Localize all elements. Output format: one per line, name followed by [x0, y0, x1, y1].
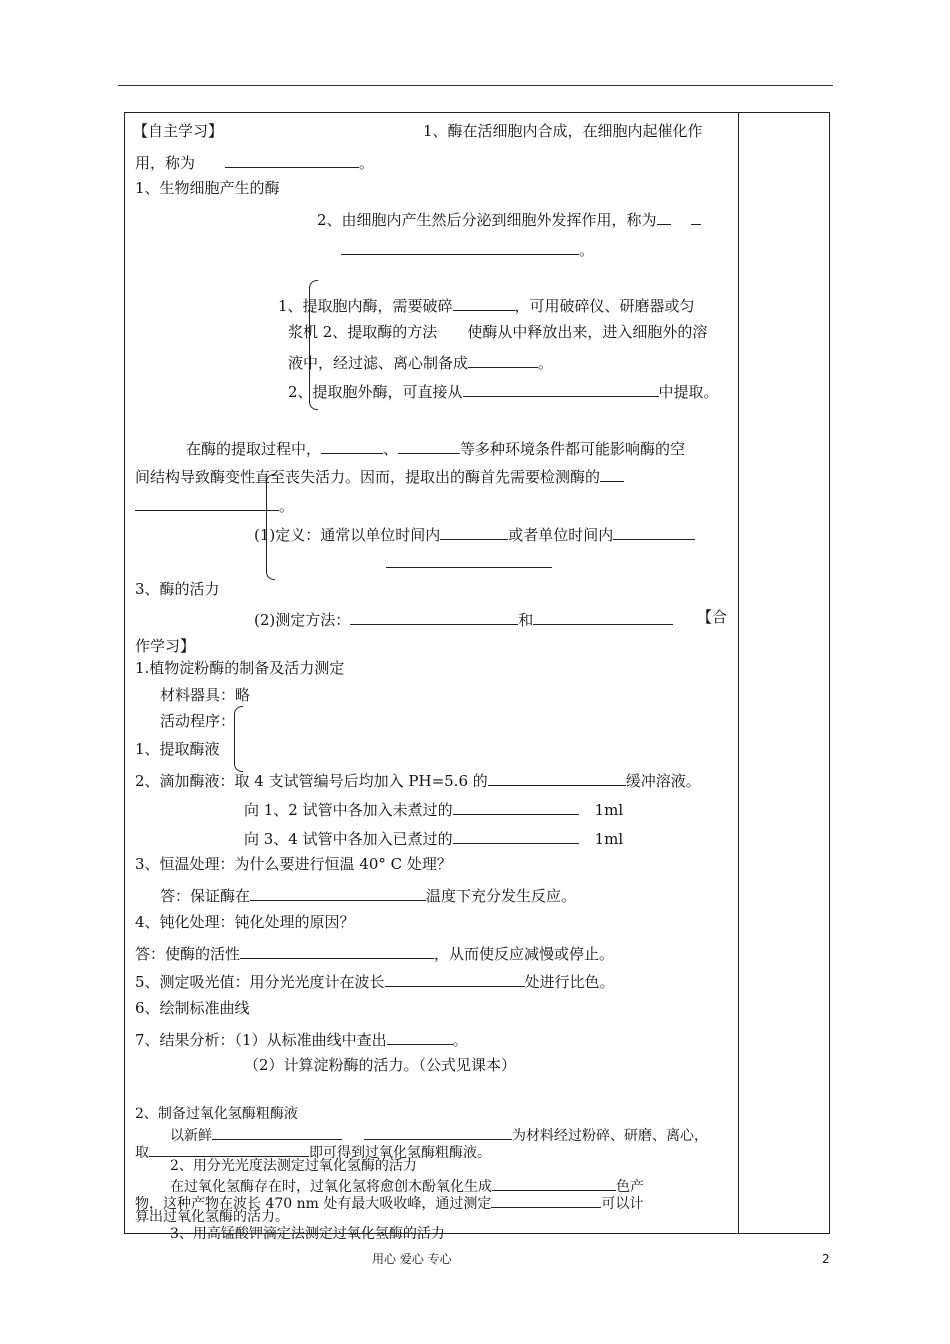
text-line: 浆机 2、提取酶的方法 使酶从中释放出来，进入细胞外的溶 [288, 323, 708, 341]
cooperative-study-heading: 【合 [697, 608, 728, 626]
text-line: 材料器具：略 [160, 686, 251, 704]
text-line: 6、绘制标准曲线 [135, 999, 250, 1017]
text-line: 1、酶在活细胞内合成，在细胞内起催化作 [423, 122, 703, 140]
text-line: 1.植物淀粉酶的制备及活力测定 [135, 659, 345, 677]
text-line: 1、提取胞内酶，需要破碎 ，可用破碎仪、研磨器或匀 [278, 297, 695, 315]
text-line: （2）计算淀粉酶的活力。（公式见课本） [244, 1056, 517, 1074]
text-line: 液中，经过滤、离心制备成 。 [288, 354, 554, 372]
text-line: 向 1、2 试管中各加入未煮过的 1ml [244, 801, 624, 819]
text-line: (2)测定方法： 和 [254, 610, 673, 628]
text-line: 活动程序： [160, 712, 236, 730]
footer-motto: 用心 爱心 专心 [372, 1252, 452, 1266]
text-line: 算出过氧化氢酶的活力。 [135, 1209, 289, 1225]
text-line: 向 3、4 试管中各加入已煮过的 1ml [244, 830, 624, 848]
text-line: 间结构导致酶变性直至丧失活力。因而，提取出的酶首先需要检测酶的 [135, 467, 624, 485]
text-line: 1、生物细胞产生的酶 [135, 179, 280, 197]
text-line: 2、用分光光度法测定过氧化氢酶的活力 [170, 1158, 417, 1174]
text-line: 答：使酶的活性 ，从而使反应减慢或停止。 [135, 945, 615, 963]
notes-column-cell [738, 112, 830, 1234]
text-line: 4、钝化处理：钝化处理的原因？ [135, 913, 355, 931]
text-line: 以新鲜 为材料经过粉碎、研磨、离心， [170, 1125, 708, 1143]
text-line: 3、酶的活力 [135, 580, 220, 598]
text-line: 在过氧化氢酶存在时，过氧化氢将愈创木酚氧化生成 色产 [170, 1176, 644, 1194]
text-line [386, 553, 552, 571]
text-line: 2、制备过氧化氢酶粗酶液 [135, 1106, 298, 1122]
text-line: 。 [341, 240, 594, 258]
text-line: 2、提取胞外酶，可直接从 中提取。 [288, 383, 719, 401]
page-number: 2 [822, 1252, 830, 1266]
text-line: 取 即可得到过氧化氢酶粗酶液。 [135, 1142, 491, 1160]
text-line: 3、恒温处理：为什么要进行恒温 40° C 处理？ [135, 855, 452, 873]
text-line: 作学习】 [135, 637, 196, 655]
text-line: 用，称为 。 [135, 154, 375, 172]
text-line: 5、测定吸光值：用分光光度计在波长 处进行比色。 [135, 973, 615, 991]
text-line: 答：保证酶在 温度下充分发生反应。 [160, 887, 577, 905]
brace-procedure [234, 706, 243, 772]
header-rule [118, 85, 833, 86]
text-line: 。 [135, 496, 294, 514]
self-study-heading: 【自主学习】 [133, 122, 224, 140]
text-line: 7、结果分析：（1）从标准曲线中查出 。 [135, 1031, 468, 1049]
text-line: 在酶的提取过程中， 、 等多种环境条件都可能影响酶的空 [186, 440, 686, 458]
text-line: 1、提取酶液 [135, 740, 220, 758]
text-line: 物，这种产物在波长 470 nm 处有最大吸收峰，通过测定 可以计 [135, 1193, 643, 1211]
text-line: 3、用高锰酸钾滴定法测定过氧化氢酶的活力 [170, 1226, 445, 1242]
text-line: 2、由细胞内产生然后分泌到细胞外发挥作用，称为 [317, 210, 701, 228]
text-line: (1)定义：通常以单位时间内 或者单位时间内 [254, 525, 695, 543]
text-line: 2、滴加酶液：取 4 支试管编号后均加入 PH=5.6 的 缓冲溶液。 [135, 772, 701, 790]
